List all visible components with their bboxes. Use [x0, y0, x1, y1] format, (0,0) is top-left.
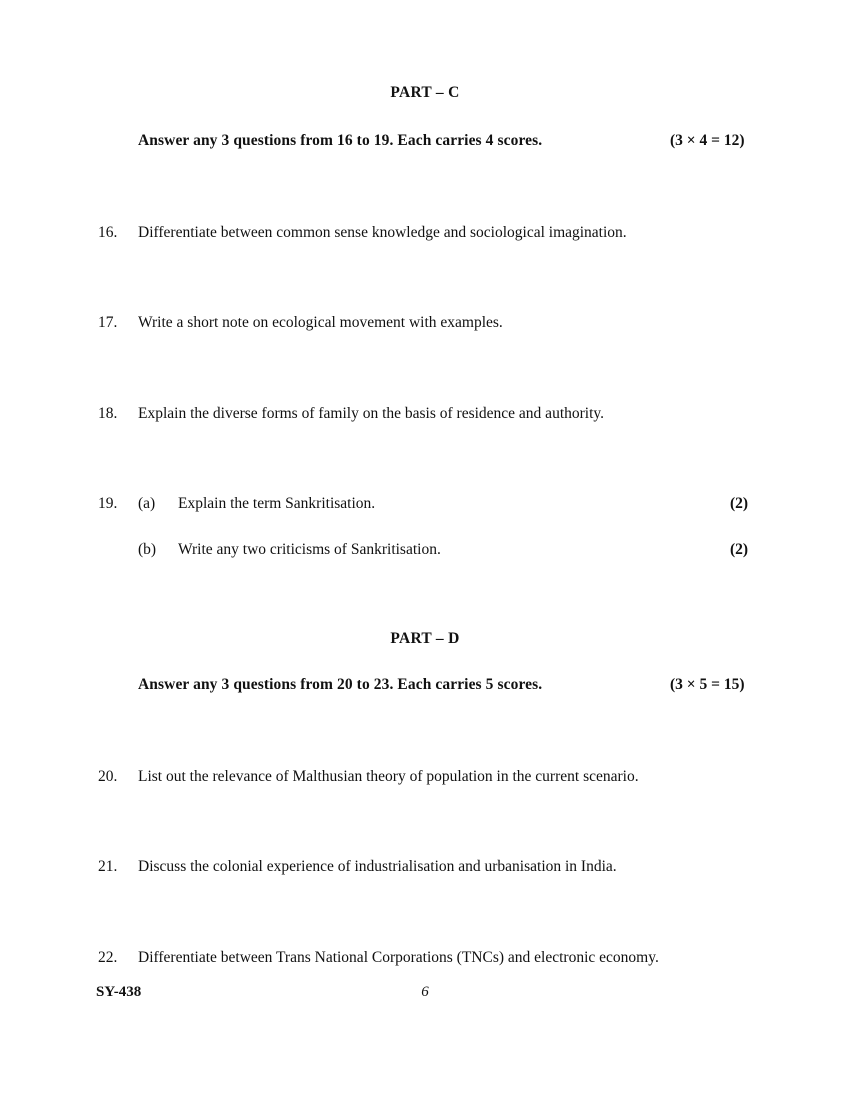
question-21	[98, 858, 778, 876]
question-18	[98, 405, 758, 423]
footer-page-number: 6	[421, 984, 429, 1000]
question-19-b-score: (2)	[730, 541, 749, 558]
question-16	[98, 224, 758, 242]
question-16-text: Differentiate between common sense knowledge and sociological imagination.	[138, 224, 627, 241]
question-19-a-label: (a)	[138, 495, 156, 512]
question-17	[98, 314, 758, 332]
part-c-instruction: Answer any 3 questions from 16 to 19. Each carries 4 scores.	[138, 132, 543, 149]
question-16-number: 16.	[98, 224, 118, 241]
question-19-b-text: Write any two criticisms of Sankritisation.	[178, 541, 441, 558]
part-c-marks-note: (3 × 4 = 12)	[670, 132, 745, 149]
part-d-instruction: Answer any 3 questions from 20 to 23. Each carries 5 scores.	[138, 676, 543, 693]
question-18-text: Explain the diverse forms of family on the basis of residence and authority.	[138, 405, 605, 422]
question-21-number: 21.	[98, 858, 118, 875]
question-19-number: 19.	[98, 495, 118, 512]
question-20	[98, 768, 778, 786]
part-c-heading: PART – C	[390, 84, 460, 101]
question-19-b-label: (b)	[138, 541, 157, 558]
question-21-text: Discuss the colonial experience of industrialisation and urbanisation in India.	[138, 858, 617, 875]
part-d-marks-note: (3 × 5 = 15)	[670, 676, 745, 693]
footer-paper-code: SY-438	[96, 984, 142, 1000]
question-22	[98, 949, 778, 967]
question-19-a	[98, 495, 738, 513]
question-22-number: 22.	[98, 949, 118, 966]
question-22-text: Differentiate between Trans National Corporations (TNCs) and electronic economy.	[138, 949, 659, 966]
question-20-text: List out the relevance of Malthusian theory of population in the current scenario.	[138, 768, 639, 785]
part-d-heading: PART – D	[390, 630, 460, 647]
question-19-a-text: Explain the term Sankritisation.	[178, 495, 376, 512]
question-19-b	[98, 541, 738, 559]
question-20-number: 20.	[98, 768, 118, 785]
question-18-number: 18.	[98, 405, 118, 422]
question-17-text: Write a short note on ecological movement with examples.	[138, 314, 503, 331]
question-19-a-score: (2)	[730, 495, 749, 512]
question-17-number: 17.	[98, 314, 118, 331]
